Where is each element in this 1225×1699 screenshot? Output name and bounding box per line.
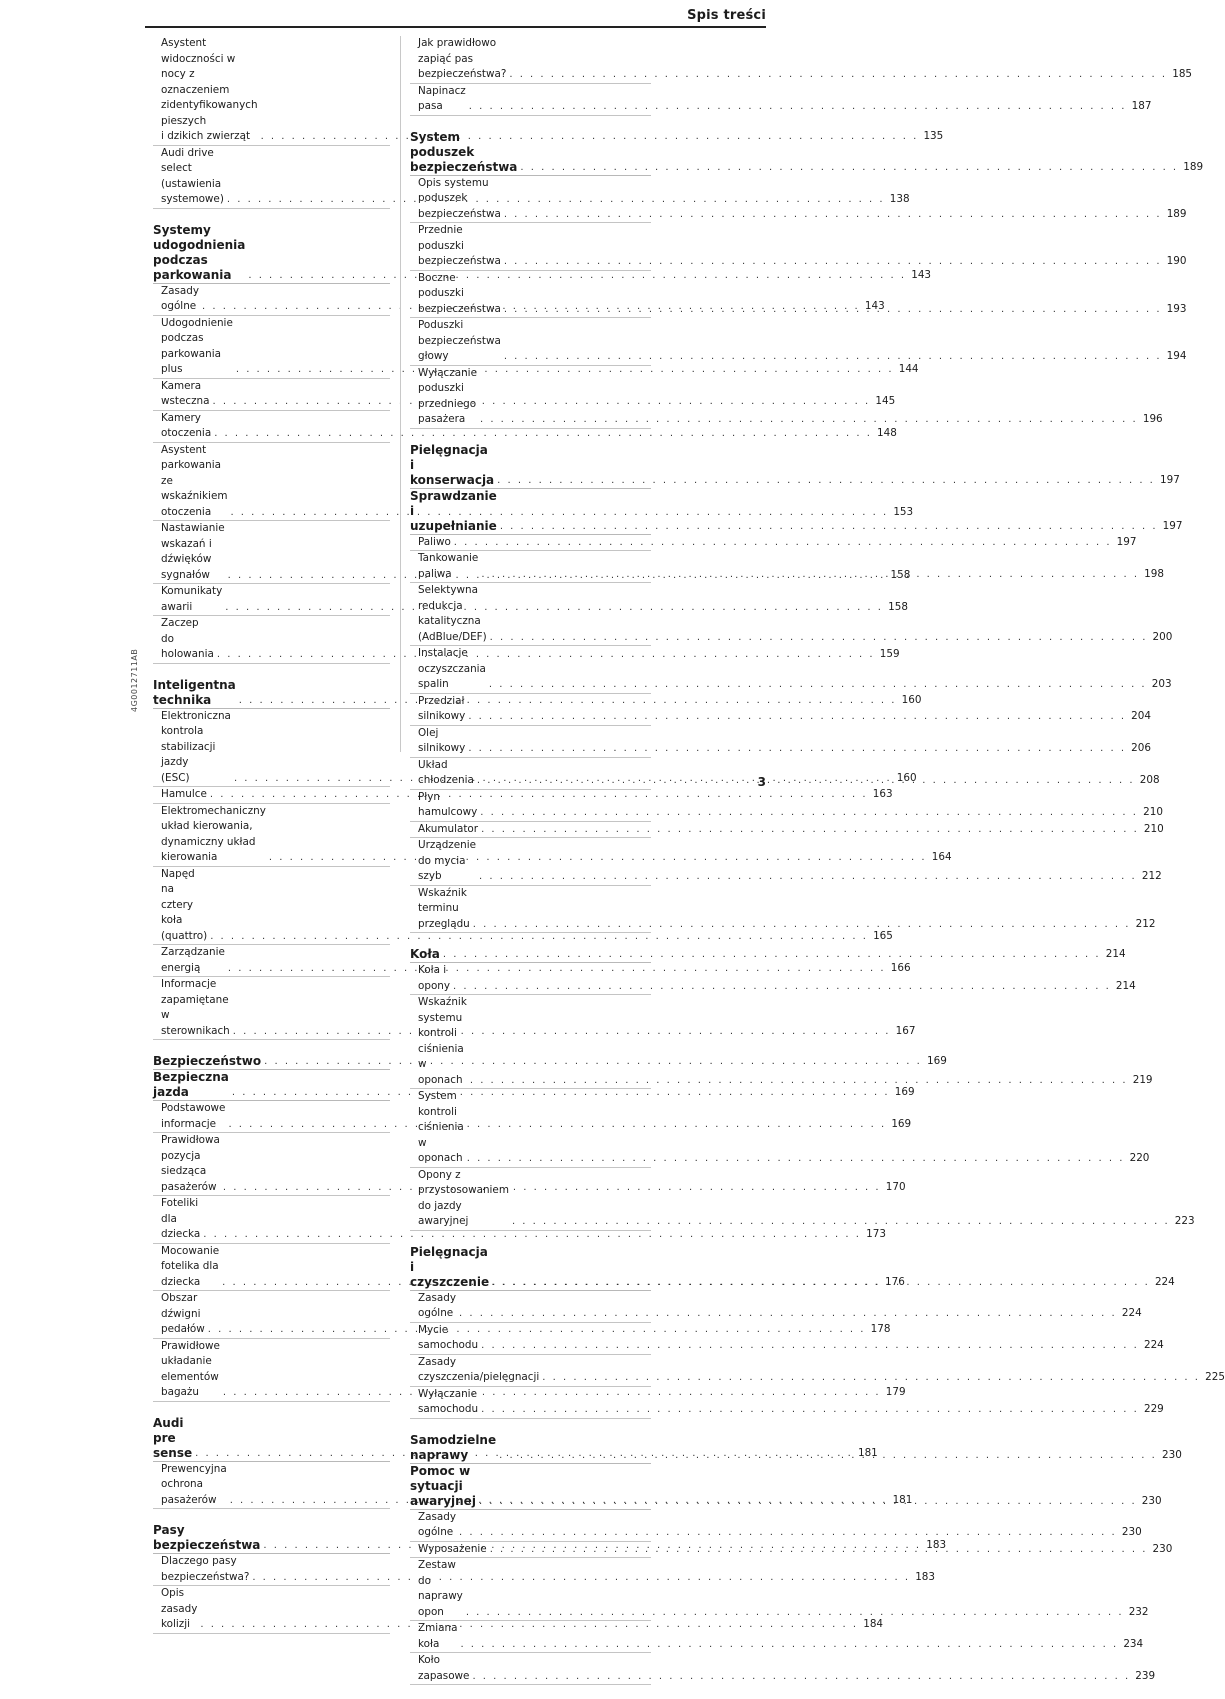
page-number: 3 [757,775,766,789]
toc-entry-label-line: Koła i opony [418,964,451,992]
toc-entry-label [418,271,501,318]
toc-entry-label [418,176,501,223]
toc-section-heading-label [410,130,517,175]
toc-entry-page-number: 169 [891,1117,912,1130]
dot-leader [480,805,1138,821]
toc-entry-label [418,838,476,885]
toc-entry[interactable] [153,1554,936,1586]
dot-leader [468,741,1126,757]
toc-entry-page-number: 170 [885,1180,906,1193]
dot-leader [490,630,1148,646]
toc-entry-label [418,84,466,115]
toc-entry-label-line: Selektywna redukcja katalityczna [418,584,481,627]
toc-section-heading-label-line: Pielęgnacja i czyszczenie [410,1244,490,1289]
dot-leader [489,677,1147,693]
toc-entry[interactable] [410,1355,1225,1387]
toc-entry-page-number: 165 [873,929,893,942]
toc-entry-label [161,616,214,663]
toc-entry-label [418,790,477,821]
toc-section-heading-label-line: parkowania [153,267,232,282]
toc-entry-label-line: Asystent parkowania ze wskaźnikiem [161,443,228,502]
toc-entry-label [418,886,470,933]
toc-entry-label-line: Kamera wsteczna [161,379,210,407]
toc-section-heading-label-line: Pielęgnacja i konserwacja [410,442,495,487]
toc-entry-label-line: Zaczep do holowania [161,617,214,660]
toc-entry-page-number: 232 [1128,1605,1149,1618]
toc-entry-page-number: 158 [890,568,911,581]
toc-entry-page-number: 176 [884,1275,905,1288]
dot-leader [481,567,1139,583]
toc-entry-label [161,1554,249,1585]
dot-leader [468,709,1126,725]
toc-entry-page-number: 224 [1121,1307,1142,1319]
dot-leader [479,869,1137,885]
toc-entry-label-line: Napęd na cztery koła (quattro) [161,867,208,942]
dot-leader [459,1525,1117,1541]
toc-entry-page-number: 164 [931,851,952,863]
toc-entry-label [161,379,209,410]
toc-entry-page-number: 212 [1135,917,1156,930]
toc-entry-page-number: 210 [1143,806,1163,818]
toc-section-heading-label-line: bezpieczeństwa [410,159,518,174]
dot-leader [454,535,1112,551]
toc-entry[interactable] [153,411,897,443]
column-divider [400,36,401,752]
toc-entry-label [418,583,487,645]
toc-entry-label [161,1133,220,1195]
toc-entry-page-number: 187 [1131,100,1152,112]
dot-leader [520,160,1178,175]
toc-entry-label [418,535,451,551]
toc-entry-label-line: Obszar dźwigni pedałów [161,1292,205,1335]
toc-entry-label [418,1355,539,1386]
toc-entry-label-line: System kontroli ciśnienia w oponach [418,1090,464,1164]
toc-section-heading-label [153,1054,261,1069]
toc-section-heading-label-line: Samodzielne naprawy [410,1432,497,1462]
toc-entry-page-number: 219 [1132,1073,1153,1086]
toc-section-heading[interactable] [153,1054,947,1070]
toc-entry-label [161,443,227,521]
toc-section-heading-label-line: Koła [410,947,440,961]
toc-entry[interactable] [410,886,1156,934]
toc-entry-label [418,1542,487,1558]
toc-entry-label-line: Instalacje oczyszczania spalin [418,647,486,690]
toc-entry-label [161,411,211,442]
toc-entry-page-number: 167 [895,1024,916,1037]
dot-leader [509,67,1167,83]
toc-entry-label [418,1387,478,1418]
toc-entry-label [418,726,465,757]
toc-entry-label-line: Prawidłowa pozycja siedząca pasażerów [161,1134,220,1193]
toc-entry-label-line: Wskaźnik terminu przeglądu [418,886,470,930]
toc-entry-page-number: 173 [866,1228,886,1240]
toc-entry-label [418,1168,509,1230]
toc-entry-label [418,1621,457,1652]
toc-entry-page-number: 144 [898,363,919,375]
toc-entry-page-number: 204 [1131,710,1152,722]
toc-section-heading[interactable] [410,947,1126,963]
dot-leader [479,1494,1137,1509]
toc-entry-page-number: 138 [889,193,910,205]
toc-entry-label [418,995,467,1088]
toc-entry-label [418,694,465,725]
toc-entry-page-number: 181 [892,1493,913,1506]
toc-entry-page-number: 214 [1115,979,1136,992]
toc-entry-page-number: 212 [1141,870,1162,882]
dot-leader [467,1151,1125,1167]
toc-entry-label-line: Wskaźnik systemu kontroli ciśnienia w [418,996,467,1070]
toc-entry-label-line: Hamulce [161,788,207,800]
toc-entry-label [418,318,501,365]
toc-entry-label-line: Dlaczego pasy bezpieczeństwa? [161,1555,250,1583]
toc-entry-label-line: Opis systemu poduszek bezpieczeństwa [418,176,501,220]
toc-entry[interactable] [410,36,1193,84]
toc-entry-label [161,804,266,866]
toc-entry-label [161,1462,227,1509]
toc-entry-label-line: Jak prawidłowo zapiąć pas [418,37,497,65]
toc-entry-page-number: 196 [1142,413,1163,425]
toc-section-heading-page-number: 230 [1161,1448,1182,1461]
toc-entry-label-line: bezpieczeństwa? [418,68,507,80]
toc-entry-label-line: Foteliki dla dziecka [161,1197,201,1240]
toc-subsection-heading-label [410,489,497,534]
toc-entry-label [161,1586,197,1633]
toc-entry-page-number: 225 [1205,1371,1225,1383]
toc-entry-label-line: Mocowanie fotelika dla dziecka [161,1244,220,1288]
toc-entry-label [418,223,501,270]
dot-leader [504,207,1162,223]
toc-section-heading-page-number: 169 [926,1055,947,1067]
toc-entry-page-number: 208 [1139,774,1160,786]
toc-entry-label-line: Elektroniczna kontrola stabilizacji jazdy [161,709,231,768]
toc-entry-label-line: Wyłączanie poduszki przedniego pasażera [418,366,477,425]
toc-entry-label [161,316,233,378]
toc-entry-label [418,646,486,693]
toc-entry-page-number: 166 [890,961,911,974]
toc-section-heading-label [153,1416,192,1461]
toc-entry-page-number: 178 [870,1323,891,1335]
toc-entry-label-line: otoczenia [161,505,212,518]
toc-entry-label [418,1323,478,1354]
toc-entry[interactable] [410,1291,1142,1323]
toc-section-heading-label-line: Pasy bezpieczeństwa [153,1523,261,1552]
toc-entry-label [418,551,478,582]
toc-entry-label-line: Nastawianie wskazań i dźwięków [161,522,225,565]
toc-entry[interactable] [410,223,1187,271]
toc-entry[interactable] [410,1653,1156,1685]
toc-entry-page-number: 148 [877,427,897,439]
toc-entry-label [161,977,230,1039]
toc-entry-page-number: 194 [1166,350,1187,362]
toc-entry-label [161,787,207,803]
toc-entry-label [418,1558,463,1620]
toc-section-heading-label-line: Audi pre sense [153,1415,193,1460]
toc-entry-label [418,1291,456,1322]
toc-subsection-heading-page-number: 230 [1141,1494,1162,1507]
header-rule [145,26,766,28]
dot-leader [470,1073,1128,1089]
toc-entry-label [418,758,474,789]
dot-leader [481,1338,1139,1354]
toc-entry-label-line: Napinacz pasa [418,84,466,112]
toc-subsection-heading-label-line: Pomoc w sytuacji awaryjnej [410,1463,476,1508]
toc-entry-label [418,1653,469,1684]
toc-section [410,36,1193,116]
toc-entry[interactable] [410,84,1152,116]
toc-entry-label-line: Zestaw do naprawy opon [418,1559,463,1618]
toc-entry-label [161,284,199,315]
toc-entry-label-line: Kamery otoczenia [161,411,212,439]
dot-leader [473,917,1131,933]
toc-section-heading-label [410,443,494,488]
toc-entry-page-number: 143 [864,300,885,312]
toc-section-heading-page-number: 197 [1160,473,1180,486]
toc-subsection-heading-label [410,1464,476,1509]
toc-entry-label-line: Przedział silnikowy [418,694,466,722]
toc-entry-label-line: (ESC) [161,771,190,784]
toc-entry-label-line: Koło zapasowe [418,1654,470,1682]
toc-entry-page-number: 145 [875,395,896,407]
toc-entry[interactable] [410,726,1152,758]
toc-entry-page-number: 183 [915,1570,936,1583]
toc-entry-page-number: 224 [1143,1339,1164,1351]
toc-entry-label [161,1196,200,1243]
toc-entry-label-line: Prawidłowe układanie elementów bagażu [161,1339,220,1398]
toc-section-heading-page-number: 181 [857,1446,878,1459]
toc-entry-label [161,709,231,787]
toc-entry-label-line: Olej silnikowy [418,726,466,754]
toc-subsection-heading-page-number: 169 [894,1086,915,1098]
toc-entry-page-number: 193 [1166,302,1187,315]
toc-entry-label-line: Udogodnienie podczas parkowania plus [161,316,233,375]
toc-entry-page-number: 198 [1144,567,1165,580]
toc-entry-label [418,963,450,994]
toc-entry-label-line: Przednie poduszki bezpieczeństwa [418,224,501,267]
toc-entry-label [418,822,478,838]
toc-entry[interactable] [410,318,1187,366]
toc-entry-label-line: Urządzenie do mycia szyb [418,839,477,882]
toc-entry-page-number: 159 [879,648,900,660]
toc-entry-page-number: 158 [888,600,908,613]
toc-section-heading-label [410,1433,496,1463]
toc-entry-label-line: Audi drive select (ustawienia systemowe) [161,146,224,205]
toc-section-heading-page-number: 189 [1183,160,1204,173]
toc-entry-label-line: awaryjnej [418,1215,469,1227]
dot-leader [481,822,1139,838]
toc-entry-label-line: Zarządzanie energią [161,946,225,974]
toc-entry-label-line: Poduszki bezpieczeństwa głowy [418,319,501,362]
toc-section-heading-page-number: 183 [926,1539,947,1551]
dot-leader [443,947,1101,962]
toc-subsection-heading-page-number: 197 [1162,519,1183,532]
toc-entry-label-line: Zasady ogólne [418,1291,457,1319]
toc-entry-page-number: 163 [872,788,893,800]
toc-entry-label [161,584,222,615]
toc-entry-label [161,945,225,976]
toc-entry-label-line: Elektromechaniczny układ kierowania, [161,804,266,832]
toc-section-heading-page-number: 143 [911,268,932,281]
toc-entry-label [418,366,477,428]
toc-section-heading-page-number: 214 [1105,948,1126,960]
toc-entry-page-number: 230 [1121,1526,1142,1538]
toc-entry-page-number: 184 [863,1618,884,1630]
toc-entry-page-number: 223 [1174,1215,1195,1227]
toc-entry-label [161,1101,225,1132]
toc-entry-page-number: 160 [896,771,917,784]
toc-entry-page-number: 230 [1152,1542,1173,1555]
dot-leader [512,1214,1170,1230]
toc-entry-label-line: Zmiana koła [418,1622,458,1650]
toc-entry-label-line: Płyn hamulcowy [418,790,478,818]
toc-entry-page-number: 203 [1151,678,1172,690]
toc-entry-label-line: Podstawowe informacje [161,1102,226,1130]
toc-entry-page-number: 189 [1166,207,1187,220]
toc-entry-page-number: 153 [893,505,914,518]
toc-entry-label-line: Paliwo [418,535,451,548]
toc-subsection-heading-label [153,1070,229,1100]
toc-entry-page-number: 197 [1116,535,1137,548]
toc-entry-label-line: Mycie samochodu [418,1323,479,1351]
toc-entry-label [161,867,207,945]
toc-entry-label-line: Wyposażenie [418,1542,487,1555]
dot-leader [466,1605,1124,1621]
toc-section-heading-label [153,1523,260,1553]
toc-entry-label [161,1339,220,1401]
toc-section-heading-label [410,947,440,962]
toc-entry-page-number: 135 [923,130,944,142]
toc-entry-label-line: oznaczeniem zidentyfikowanych pieszych [161,83,258,127]
toc-entry-label-line: Tankowanie paliwa [418,552,479,580]
dot-leader [460,1637,1118,1653]
dot-leader [477,773,1135,789]
toc-entry-label-line: oponach [418,1073,463,1086]
toc-entry[interactable] [410,822,1164,839]
toc-entry-label-line: Informacje zapamiętane w sterownikach [161,978,230,1037]
toc-entry-label-line: Opis zasady kolizji [161,1587,198,1630]
toc-entry-label [161,146,224,208]
toc-entry-page-number: 179 [885,1386,906,1398]
dot-leader [499,1448,1157,1463]
page-header-title: Spis treści [687,8,766,23]
toc-subsection-heading-label-line: Bezpieczna jazda [153,1070,229,1099]
dot-leader [472,1669,1130,1685]
toc-entry-page-number: 239 [1135,1669,1156,1682]
toc-entry-label-line: i dzikich zwierząt [161,130,251,142]
toc-entry-label [161,521,225,583]
dot-leader [504,349,1162,365]
toc-entry-page-number: 206 [1131,742,1152,754]
toc-section-heading-page-number: 160 [901,693,922,706]
toc-entry-label-line: sygnałów [161,568,210,581]
toc-entry[interactable] [153,1101,912,1133]
toc-entry-label [418,36,506,83]
toc-section-heading-label-line: Inteligentna technika [153,677,236,707]
toc-entry-label [418,1089,464,1167]
toc-section-heading-label [153,223,245,283]
toc-entry-label [161,1244,219,1291]
toc-entry-page-number: 220 [1129,1152,1150,1164]
dot-leader [480,412,1138,428]
toc-entry-label-line: dynamiczny układ kierowania [161,835,256,863]
toc-entry-page-number: 185 [1172,68,1193,80]
toc-entry-label-line: Zasady ogólne [161,284,200,312]
toc-section-heading-page-number: 224 [1154,1275,1175,1288]
dot-leader [542,1370,1200,1386]
toc-section-heading[interactable] [410,442,1180,489]
dot-leader [504,302,1162,318]
toc-section-heading-label-line: Systemy udogodnienia podczas [153,222,246,267]
toc-entry-label [161,36,258,145]
dot-leader [500,519,1158,534]
toc-entry-label-line: Prewencyjna ochrona pasażerów [161,1462,227,1506]
dot-leader [490,1542,1148,1558]
dot-leader [492,1275,1150,1290]
toc-entry-label-line: Zasady czyszczenia/pielęgnacji [418,1355,540,1383]
toc-section-heading-label [410,1245,489,1290]
dot-leader [481,1402,1139,1418]
toc-subsection-heading-label-line: Sprawdzanie i uzupełnianie [410,488,497,533]
toc-entry-label-line: Komunikaty awarii [161,585,223,613]
toc-entry[interactable] [410,1510,1142,1542]
toc-section-heading-label-line: Bezpieczeństwo [153,1054,262,1068]
dot-leader [504,254,1162,270]
toc-entry-page-number: 229 [1143,1403,1164,1415]
toc-entry-label-line: Zasady ogólne [418,1510,457,1538]
dot-leader [459,1306,1117,1322]
dot-leader [469,99,1127,115]
toc-entry-label [161,1291,205,1338]
document-code: 4G0012711AB [130,648,139,712]
dot-leader [497,473,1155,488]
toc-entry-label-line: Opony z przystosowaniem do jazdy [418,1168,509,1212]
dot-leader [453,979,1111,995]
toc-section-heading-label-line: System poduszek [410,129,475,159]
toc-entry-page-number: 210 [1143,822,1164,835]
toc-entry-page-number: 200 [1152,630,1173,643]
toc-section-heading-label [153,678,236,708]
toc-entry-page-number: 190 [1166,255,1187,267]
toc-entry-label-line: (AdBlue/DEF) [418,630,487,643]
toc-entry[interactable] [410,535,1137,552]
toc-entry-label-line: Wyłączanie samochodu [418,1387,479,1415]
toc-entry-label-line: Asystent widoczności w nocy z [161,37,236,80]
toc-entry-label-line: Układ chłodzenia [418,758,474,786]
toc-entry-label [418,1510,456,1541]
toc-entry-label-line: Akumulator [418,822,479,835]
toc-entry-page-number: 234 [1123,1637,1144,1650]
toc-entry-label-line: Boczne poduszki bezpieczeństwa [418,271,501,315]
